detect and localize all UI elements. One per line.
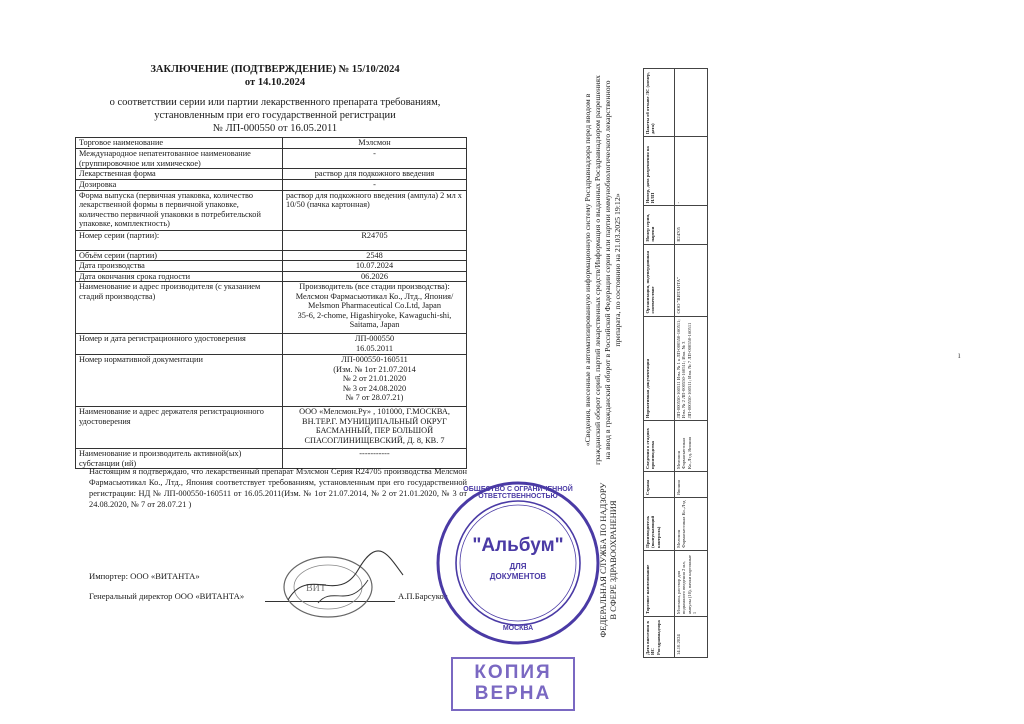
row-label: Дата окончания срока годности <box>76 271 283 282</box>
registry-cell: - <box>675 137 708 206</box>
row-value: раствор для подкожного введения (ампула) 2 мл х 10/50 (пачка картонная) <box>283 190 467 230</box>
value-line: № 7 от 28.07.21) <box>345 393 404 402</box>
subtitle-line-2: установленным при его государственной регистрации <box>154 110 396 121</box>
table-row <box>76 355 467 407</box>
registry-cell <box>675 69 708 137</box>
row-label: Номер нормативной документации <box>76 355 283 407</box>
table-row <box>76 334 467 355</box>
stamp-city: МОСКВА <box>502 625 534 632</box>
registry-cell: ЛП-000550-160511 Изм. № 1 к ЛП-000550-160511; Изм. № 2 ЛП-000550-160511; Изм. № 3 ЛП-000550-160511; Изм. № 7 ЛП-000550-160511 <box>675 316 708 421</box>
table-row <box>76 261 467 272</box>
table-row <box>76 230 467 250</box>
certificate-table <box>75 137 467 469</box>
value-line: БАСМАННЫЙ, ПЕР БОЛЬШОЙ <box>315 426 434 435</box>
row-value: ----------- <box>283 449 467 469</box>
kopia-line-1: КОПИЯ <box>474 662 552 683</box>
registry-cell: 14.10.2024 <box>675 617 708 658</box>
value-line: 35-6, 2-chome, Higashiryoke, Kawaguchi-shi, <box>297 310 452 320</box>
row-value <box>283 355 467 407</box>
registry-header-cell: Номер, дата разрешения на ИЛП <box>644 137 675 206</box>
value-line: ЛП-000550-160511 <box>341 355 408 364</box>
company-stamp-signature <box>268 545 408 625</box>
row-label: Наименование и адрес держателя регистрационного удостоверения <box>76 407 283 449</box>
subtitle-line-1: о соответствии серии или партии лекарственного препарата требованиям, <box>109 97 441 108</box>
value-line: Saitama, Japan <box>349 320 400 329</box>
registry-table <box>643 68 708 658</box>
row-value: R24705 <box>283 230 467 250</box>
row-value: - <box>283 180 467 191</box>
agency-line-2: В СФЕРЕ ЗДРАВООХРАНЕНИЯ <box>608 500 618 620</box>
row-value: Мэлсмон <box>283 138 467 149</box>
registry-header-cell: Номер серии, партии <box>644 206 675 244</box>
table-row <box>76 169 467 180</box>
registry-header-row <box>644 69 675 658</box>
row-label: Торговое наименование <box>76 138 283 149</box>
value-line: ЛП-000550 <box>354 334 395 343</box>
row-label: Форма выпуска (первичная упаковка, количество лекарственной формы в первичной упаковке, количество первичной упаковки в потребительской упаковке, комплектность) <box>76 190 283 230</box>
row-label: Объём серии (партии) <box>76 250 283 261</box>
registry-cell: Мелсмон Фармасьютикал Ко.,Лтд, Япония <box>675 421 708 472</box>
registry-header-cell: Торговое наименование <box>644 550 675 616</box>
registry-cell: Мелсмон Фармасьютикал Ко.,Лтд <box>675 498 708 551</box>
registry-header-cell: Сведения о стадиях производства <box>644 421 675 472</box>
row-label: Дозировка <box>76 180 283 191</box>
value-line: (Изм. № 1от 21.07.2014 <box>333 364 416 374</box>
row-value <box>283 334 467 355</box>
agency-line-1: ФЕДЕРАЛЬНАЯ СЛУЖБА ПО НАДЗОРУ <box>598 482 608 638</box>
row-label: Наименование и производитель активной(ых) субстанции (ий) <box>76 449 283 469</box>
registry-cell: Мэлсмон, раствор для подкожного введения 2 мл, ампулы (10), пачки картонные 1 <box>675 550 708 616</box>
registry-cell: Япония <box>675 472 708 498</box>
table-row <box>76 149 467 169</box>
note-line-2: гражданский оборот серий, партий лекарственных средств/Информация о выданных Росздравнадзором разрешениях <box>593 75 602 465</box>
registry-data-row <box>675 69 708 658</box>
stamp-ring-text: ОБЩЕСТВО С ОГРАНИЧЕННОЙ ОТВЕТСТВЕННОСТЬЮ <box>463 486 573 500</box>
row-value <box>283 282 467 334</box>
registry-cell: R24705 <box>675 206 708 244</box>
row-value: - <box>283 149 467 169</box>
table-row <box>76 190 467 230</box>
document-title: ЗАКЛЮЧЕНИЕ (ПОДТВЕРЖДЕНИЕ) № 15/10/2024 <box>150 64 400 75</box>
importer-label: Импортер: ООО «ВИТАНТА» <box>89 571 200 581</box>
stamp-sub-1: ДЛЯ <box>509 562 527 571</box>
value-line: Производитель (все стадии производства): <box>299 282 450 291</box>
stamp-sub-2: ДОКУМЕНТОВ <box>489 572 547 581</box>
value-line: 16.05.2011 <box>355 343 394 353</box>
registry-header-cell: Организация, подтвердившая соответствие <box>644 244 675 316</box>
registry-header-cell: Нормативная документация <box>644 316 675 421</box>
table-row <box>76 271 467 282</box>
table-row <box>76 180 467 191</box>
svg-text:ВИТ: ВИТ <box>306 583 326 594</box>
registry-header-cell: Дата внесения в ИС Росздравнадзора <box>644 617 675 658</box>
row-label: Наименование и адрес производителя (с указанием стадий производства) <box>76 282 283 334</box>
row-label: Дата производства <box>76 261 283 272</box>
copy-certified-stamp <box>451 657 575 711</box>
registry-header-cell: Страна <box>644 472 675 498</box>
registry-header-cell: Производитель (выпускающий контроль) <box>644 498 675 551</box>
row-label: Номер и дата регистрационного удостоверения <box>76 334 283 355</box>
margin-mark: ı <box>958 350 961 360</box>
kopia-line-2: ВЕРНА <box>474 683 552 704</box>
registry-header-cell: Пакеты об отзыве ЛС (номер, дата) <box>644 69 675 137</box>
document-date: от 14.10.2024 <box>244 77 306 88</box>
stamp-center-text: "Альбум" <box>472 535 564 556</box>
stamp-ring-icon <box>284 557 372 617</box>
note-line-3: на ввод в гражданский оборот в Российской Федерации серии или партии иммунобиологического лекарственного <box>603 80 612 460</box>
subtitle-line-3: № ЛП-000550 от 16.05.2011 <box>212 123 338 134</box>
row-value: 2548 <box>283 250 467 261</box>
value-line: № 2 от 21.01.2020 <box>342 374 407 383</box>
row-value <box>283 407 467 449</box>
director-name: А.П.Барсуков <box>398 591 448 601</box>
row-label: Номер серии (партии): <box>76 230 283 250</box>
row-value: 06.2026 <box>283 271 467 282</box>
note-line-1: «Сведения, внесенные в автоматизированную информационную систему Росздравнадзора перед вводом в <box>583 93 592 447</box>
confirmation-statement: Настоящим я подтверждаю, что лекарственный препарат Мэлсмон Серия R24705 производства Мелсмон Фармасьютикал Ко., Лтд., Япония соответствует требованиям, установленным при его государственной регистрации: НД № ЛП-000550-160511 от 16.05.2011(Изм. № 1от 21.07.2014, № 2 от 21.01.2020, № 3 от 24.08.2020, № 7 от 28.07.21 ) <box>89 467 467 509</box>
director-label: Генеральный директор ООО «ВИТАНТА» <box>89 591 245 601</box>
registry-cell: ООО "ВИТАНТА" <box>675 244 708 316</box>
value-line: Мелсмон Фармасьютикал Ко., Лтд., Япония/ <box>295 291 454 301</box>
table-row <box>76 407 467 449</box>
agency-header <box>598 460 618 660</box>
table-row <box>76 138 467 149</box>
value-line: Melsmon Pharmaceutical Co.Ltd, Japan <box>308 301 441 310</box>
value-line: № 3 от 24.08.2020 <box>342 383 407 393</box>
row-value: раствор для подкожного введения <box>283 169 467 180</box>
value-line: ВН.ТЕР.Г. МУНИЦИПАЛЬНЫЙ ОКРУГ <box>302 416 447 426</box>
table-row <box>76 250 467 261</box>
row-value: 10.07.2024 <box>283 261 467 272</box>
registry-note <box>583 60 623 480</box>
row-label: Лекарственная форма <box>76 169 283 180</box>
value-line: ООО «Мелсмон.Ру» , 101000, Г.МОСКВА, <box>299 407 450 416</box>
row-label: Международное непатентованное наименование (группировочное или химическое) <box>76 149 283 169</box>
registry-table-wrapper <box>643 68 708 658</box>
value-line: СПАСОГЛИНИЩЕВСКИЙ, Д. 8, КВ. 7 <box>304 435 445 445</box>
table-row <box>76 282 467 334</box>
album-round-stamp <box>433 478 603 648</box>
note-line-4: препарата, по состоянию на 21.03.2025 19:12» <box>613 193 622 347</box>
